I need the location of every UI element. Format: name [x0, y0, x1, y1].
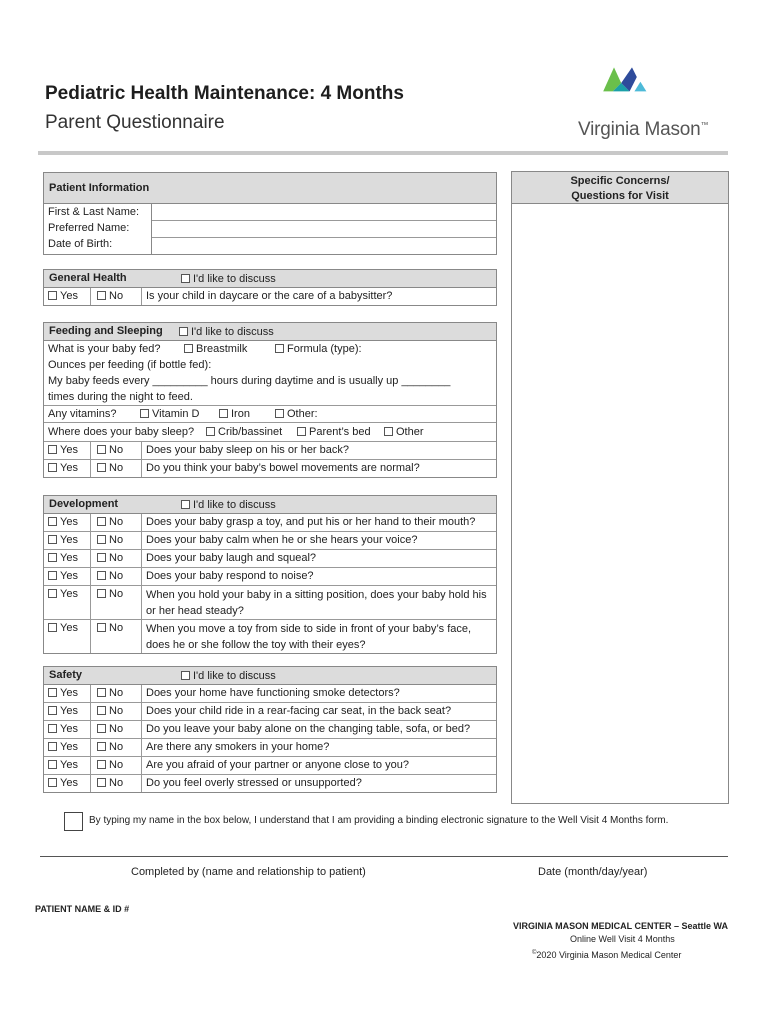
footer-form-name: Online Well Visit 4 Months: [570, 934, 675, 944]
no-option[interactable]: [91, 775, 142, 792]
date-label: Date (month/day/year): [538, 866, 648, 878]
yes-option[interactable]: [44, 586, 91, 619]
yes-option[interactable]: [44, 703, 91, 720]
footer-copyright: [532, 950, 681, 960]
vitamins-question: Any vitamins?: [48, 408, 117, 420]
no-label: No: [109, 588, 124, 600]
no-label: No: [109, 444, 124, 456]
sleep-row: [44, 423, 496, 442]
yes-label: Yes: [60, 290, 78, 302]
yes-label: Yes: [60, 462, 78, 474]
crib-label: Crib/bassinet: [218, 426, 283, 438]
no-label: No: [109, 777, 124, 789]
question-row: [44, 775, 496, 792]
no-option[interactable]: [91, 550, 142, 567]
question-text: Does your home have functioning smoke detectors?: [146, 687, 400, 699]
general-health-discuss: [181, 273, 276, 285]
preferred-name-label: Preferred Name:: [48, 222, 130, 234]
question-text: Do you think your baby’s bowel movements are normal?: [146, 462, 420, 474]
yes-label: Yes: [60, 777, 78, 789]
no-option[interactable]: [91, 703, 142, 720]
question-row: [44, 685, 496, 703]
sleep-other-option[interactable]: [384, 423, 424, 441]
no-label: No: [109, 570, 124, 582]
other-vitamin-checkbox[interactable]: [275, 409, 284, 418]
concerns-textarea[interactable]: [512, 204, 728, 801]
development-heading: Development: [49, 498, 119, 510]
discuss-label: I'd like to discuss: [191, 326, 274, 338]
no-option[interactable]: [91, 460, 142, 477]
no-checkbox[interactable]: [97, 445, 106, 454]
brand-tm: ™: [700, 120, 709, 130]
patient-info-heading: Patient Information: [49, 182, 150, 194]
discuss-checkbox[interactable]: [181, 671, 190, 680]
fed-question: What is your baby fed?: [48, 343, 161, 355]
no-option[interactable]: [91, 288, 142, 305]
other-vitamin-option[interactable]: [275, 406, 318, 422]
patient-info-header: [44, 173, 496, 204]
no-option[interactable]: [91, 568, 142, 585]
crib-option[interactable]: [206, 423, 282, 441]
feeds-row-1: My baby feeds every _________ hours during daytime and is usually up ________: [48, 375, 451, 387]
header-divider: [38, 151, 728, 155]
feeding-heading: Feeding and Sleeping: [49, 325, 163, 337]
iron-checkbox[interactable]: [219, 409, 228, 418]
question-row: [44, 568, 496, 586]
page-subtitle: Parent Questionnaire: [45, 112, 225, 133]
safety-header: [44, 667, 496, 685]
discuss-checkbox[interactable]: [181, 274, 190, 283]
breastmilk-checkbox[interactable]: [184, 344, 193, 353]
no-label: No: [109, 622, 124, 634]
question-row: [44, 460, 496, 477]
yes-label: Yes: [60, 759, 78, 771]
development-discuss: [181, 499, 276, 511]
yes-checkbox[interactable]: [48, 623, 57, 632]
yes-checkbox[interactable]: [48, 706, 57, 715]
general-health-heading: General Health: [49, 272, 127, 284]
dob-label: Date of Birth:: [48, 238, 113, 250]
sleep-question: Where does your baby sleep?: [48, 426, 195, 438]
breastmilk-option[interactable]: [184, 341, 247, 357]
completed-by-label: Completed by (name and relationship to patient): [131, 866, 366, 878]
yes-option[interactable]: [44, 532, 91, 549]
no-checkbox[interactable]: [97, 571, 106, 580]
yes-label: Yes: [60, 705, 78, 717]
yes-checkbox[interactable]: [48, 463, 57, 472]
yes-label: Yes: [60, 741, 78, 753]
copyright-text: 2020 Virginia Mason Medical Center: [536, 950, 682, 960]
formula-label: Formula (type):: [287, 343, 362, 355]
yes-checkbox[interactable]: [48, 553, 57, 562]
iron-option[interactable]: [219, 406, 250, 422]
no-label: No: [109, 741, 124, 753]
yes-checkbox[interactable]: [48, 535, 57, 544]
no-checkbox[interactable]: [97, 742, 106, 751]
question-text: Are you afraid of your partner or anyone close to you?: [146, 759, 409, 771]
yes-label: Yes: [60, 588, 78, 600]
no-checkbox[interactable]: [97, 623, 106, 632]
yes-option[interactable]: [44, 442, 91, 459]
question-row: [44, 703, 496, 721]
no-label: No: [109, 552, 124, 564]
feeds-row-2: times during the night to feed.: [44, 389, 496, 406]
parents-bed-checkbox[interactable]: [297, 427, 306, 436]
yes-checkbox[interactable]: [48, 760, 57, 769]
no-label: No: [109, 759, 124, 771]
yes-label: Yes: [60, 687, 78, 699]
general-health-header: [44, 270, 496, 288]
dob-field[interactable]: [152, 238, 496, 254]
concerns-title-line2: Questions for Visit: [571, 190, 669, 202]
question-text: Does your baby calm when he or she hears your voice?: [146, 534, 418, 546]
yes-option[interactable]: [44, 721, 91, 738]
page-title: Pediatric Health Maintenance: 4 Months: [45, 83, 404, 104]
no-option[interactable]: [91, 586, 142, 619]
virginia-mason-logo-icon: [596, 64, 686, 114]
copyright-symbol: ©: [532, 950, 537, 956]
fed-row: [44, 341, 496, 357]
formula-checkbox[interactable]: [275, 344, 284, 353]
yes-checkbox[interactable]: [48, 589, 57, 598]
specific-concerns-box: [511, 171, 729, 804]
yes-option[interactable]: [44, 775, 91, 792]
question-text: Does your baby respond to noise?: [146, 570, 314, 582]
logo-light-triangle: [634, 82, 646, 92]
yes-label: Yes: [60, 552, 78, 564]
no-option[interactable]: [91, 685, 142, 702]
yes-checkbox[interactable]: [48, 742, 57, 751]
vitamin-d-checkbox[interactable]: [140, 409, 149, 418]
signature-consent-text: By typing my name in the box below, I understand that I am providing a binding electronic signature to the Well Visit 4 Months form.: [89, 815, 669, 826]
yes-option[interactable]: [44, 620, 91, 653]
yes-checkbox[interactable]: [48, 571, 57, 580]
brand-name-text: Virginia Mason: [578, 119, 701, 140]
no-checkbox[interactable]: [97, 706, 106, 715]
other-vitamin-label: Other:: [287, 408, 318, 420]
no-option[interactable]: [91, 532, 142, 549]
yes-option[interactable]: [44, 550, 91, 567]
discuss-checkbox[interactable]: [181, 500, 190, 509]
yes-checkbox[interactable]: [48, 291, 57, 300]
yes-option[interactable]: [44, 514, 91, 531]
question-row: [44, 442, 496, 460]
yes-label: Yes: [60, 570, 78, 582]
no-label: No: [109, 723, 124, 735]
no-checkbox[interactable]: [97, 760, 106, 769]
yes-checkbox[interactable]: [48, 688, 57, 697]
sleep-other-checkbox[interactable]: [384, 427, 393, 436]
vitamin-d-option[interactable]: [140, 406, 199, 422]
question-text: Does your baby sleep on his or her back?: [146, 444, 350, 456]
yes-label: Yes: [60, 444, 78, 456]
crib-checkbox[interactable]: [206, 427, 215, 436]
name-label: First & Last Name:: [48, 206, 140, 218]
yes-checkbox[interactable]: [48, 445, 57, 454]
footer-center-name: VIRGINIA MASON MEDICAL CENTER – Seattle WA: [512, 921, 728, 931]
development-section: [43, 495, 497, 654]
parents-bed-label: Parent’s bed: [309, 426, 371, 438]
discuss-label: I'd like to discuss: [193, 499, 276, 511]
question-row: [44, 532, 496, 550]
no-option[interactable]: [91, 721, 142, 738]
discuss-label: I'd like to discuss: [193, 670, 276, 682]
no-label: No: [109, 705, 124, 717]
yes-checkbox[interactable]: [48, 517, 57, 526]
no-label: No: [109, 687, 124, 699]
yes-option[interactable]: [44, 288, 91, 305]
general-health-section: [43, 269, 497, 306]
formula-option[interactable]: [275, 341, 362, 357]
question-text: Do you feel overly stressed or unsupported?: [146, 777, 362, 789]
feeding-sleeping-section: [43, 322, 497, 478]
sleep-other-label: Other: [396, 426, 424, 438]
yes-label: Yes: [60, 516, 78, 528]
discuss-label: I'd like to discuss: [193, 273, 276, 285]
vitamins-row: [44, 406, 496, 423]
feeding-discuss: [179, 326, 274, 338]
no-option[interactable]: [91, 620, 142, 653]
question-text: Does your baby laugh and squeal?: [146, 552, 317, 564]
question-row: [44, 586, 496, 620]
question-row: [44, 620, 496, 653]
iron-label: Iron: [231, 408, 250, 420]
no-checkbox[interactable]: [97, 535, 106, 544]
signature-input[interactable]: [40, 832, 728, 854]
no-label: No: [109, 290, 124, 302]
no-label: No: [109, 516, 124, 528]
development-header: [44, 496, 496, 514]
no-option[interactable]: [91, 442, 142, 459]
yes-option[interactable]: [44, 460, 91, 477]
no-option[interactable]: [91, 514, 142, 531]
no-option[interactable]: [91, 757, 142, 774]
yes-label: Yes: [60, 534, 78, 546]
feeding-header: [44, 323, 496, 341]
question-text: When you move a toy from side to side in front of your baby’s face, does he or she follow the toy with their eyes?: [146, 623, 472, 651]
no-option[interactable]: [91, 739, 142, 756]
question-row: [44, 550, 496, 568]
question-row: [44, 739, 496, 757]
question-text: Is your child in daycare or the care of a babysitter?: [146, 290, 393, 302]
question-text: Does your baby grasp a toy, and put his or her hand to their mouth?: [146, 516, 476, 528]
patient-info-section: [43, 172, 497, 255]
no-checkbox[interactable]: [97, 553, 106, 562]
signature-consent-checkbox[interactable]: [64, 812, 83, 831]
preferred-name-field[interactable]: [152, 221, 496, 238]
concerns-header: [512, 172, 728, 204]
no-checkbox[interactable]: [97, 291, 106, 300]
safety-section: [43, 666, 497, 793]
yes-option[interactable]: [44, 757, 91, 774]
no-checkbox[interactable]: [97, 517, 106, 526]
concerns-title-line1: Specific Concerns/: [570, 175, 670, 187]
question-row: [44, 721, 496, 739]
no-checkbox[interactable]: [97, 778, 106, 787]
yes-option[interactable]: [44, 568, 91, 585]
question-row: [44, 288, 496, 305]
patient-name-id-label: PATIENT NAME & ID #: [35, 904, 130, 914]
vitamin-d-label: Vitamin D: [152, 408, 200, 420]
signature-line: [40, 856, 728, 857]
question-text: When you hold your baby in a sitting position, does your baby hold his or her head steady?: [146, 589, 487, 617]
question-row: [44, 757, 496, 775]
no-checkbox[interactable]: [97, 463, 106, 472]
yes-label: Yes: [60, 723, 78, 735]
no-checkbox[interactable]: [97, 724, 106, 733]
no-checkbox[interactable]: [97, 688, 106, 697]
name-field[interactable]: [152, 204, 496, 221]
safety-heading: Safety: [49, 669, 83, 681]
no-label: No: [109, 534, 124, 546]
discuss-checkbox[interactable]: [179, 327, 188, 336]
yes-option[interactable]: [44, 685, 91, 702]
parents-bed-option[interactable]: [297, 423, 371, 441]
question-row: [44, 514, 496, 532]
breastmilk-label: Breastmilk: [196, 343, 248, 355]
no-checkbox[interactable]: [97, 589, 106, 598]
yes-label: Yes: [60, 622, 78, 634]
yes-option[interactable]: [44, 739, 91, 756]
yes-checkbox[interactable]: [48, 778, 57, 787]
brand-name: [578, 119, 708, 141]
question-text: Are there any smokers in your home?: [146, 741, 330, 753]
no-label: No: [109, 462, 124, 474]
question-text: Do you leave your baby alone on the changing table, sofa, or bed?: [146, 723, 471, 735]
yes-checkbox[interactable]: [48, 724, 57, 733]
ounces-row: Ounces per feeding (if bottle fed):: [48, 359, 212, 371]
safety-discuss: [181, 670, 276, 682]
question-text: Does your child ride in a rear-facing car seat, in the back seat?: [146, 705, 452, 717]
